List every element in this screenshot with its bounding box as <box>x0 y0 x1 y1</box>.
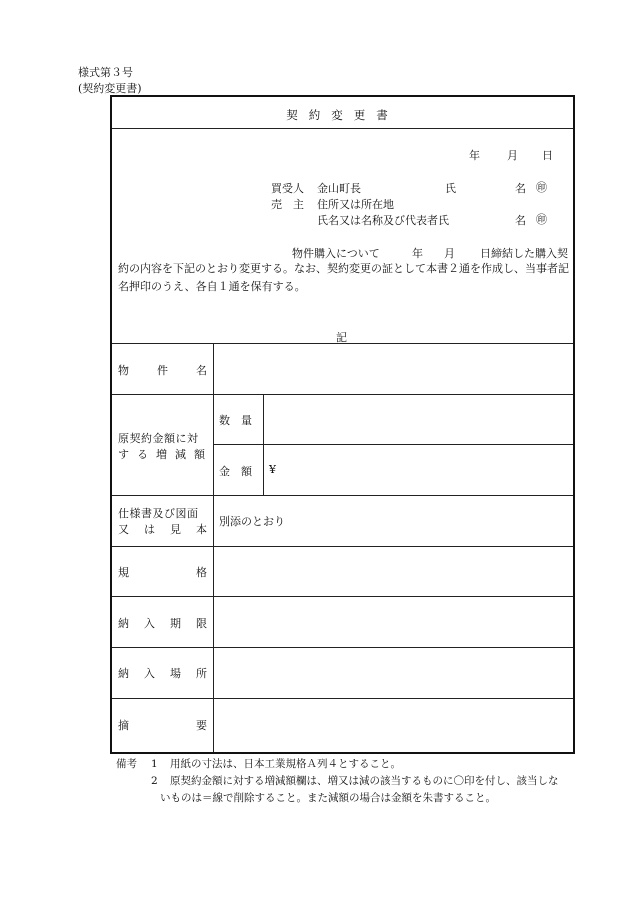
date-month-label: 月 <box>507 149 518 162</box>
note-1-text: 用紙の寸法は、日本工業規格Ａ列４とすること。 <box>170 758 401 770</box>
label-column-divider <box>213 343 214 752</box>
row-divider <box>112 546 573 547</box>
seller-name-suffix: 名 <box>515 214 526 227</box>
delivery-deadline-label: 納 入 期 限 <box>118 617 207 630</box>
amount-change-label-1: 原契約金額に対 <box>118 432 199 445</box>
seller-role: 売 主 <box>271 198 304 211</box>
money-label: 金 額 <box>219 465 252 478</box>
remarks-label: 摘 要 <box>118 719 207 732</box>
ki-label: 記 <box>336 331 347 344</box>
quantity-label: 数 量 <box>219 414 252 427</box>
row-divider <box>112 698 573 699</box>
buyer-seal-icon: ㊞ <box>536 181 547 194</box>
intro-suffix: 日締結した購入契 <box>480 247 568 260</box>
row-divider <box>112 596 573 597</box>
intro-prefix: 物件購入について <box>292 247 380 260</box>
sub-label-column-divider <box>263 394 264 495</box>
notes-label: 備考 <box>116 758 137 770</box>
row-divider <box>112 647 573 648</box>
contract-change-form <box>110 95 575 754</box>
note-2-text-2: いものは＝線で削除すること。また減額の場合は金額を朱書すること。 <box>160 792 496 804</box>
row-divider <box>112 394 573 395</box>
buyer-honorific: 氏 <box>445 182 456 195</box>
seller-address-label: 住所又は所在地 <box>317 198 394 211</box>
standard-label: 規 格 <box>118 566 207 579</box>
form-title: 契約変更書 <box>286 108 399 122</box>
spec-label-1: 仕様書及び図面 <box>118 507 199 520</box>
date-year-label: 年 <box>469 149 480 162</box>
date-day-label: 日 <box>542 149 553 162</box>
intro-month: 月 <box>444 247 455 260</box>
seller-name-label: 氏名又は名称及び代表者氏 <box>317 214 449 227</box>
note-2-text-1: 原契約金額に対する増減額欄は、増又は減の該当するものに〇印を付し、該当しな <box>170 775 559 787</box>
intro-text: 約の内容を下記のとおり変更する。なお、契約変更の証として本書２通を作成し、当事者記名押印のうえ、各自１通を保有する。 <box>118 262 569 293</box>
row-divider <box>112 495 573 496</box>
row-divider <box>213 444 573 445</box>
delivery-place-label: 納 入 場 所 <box>118 667 207 680</box>
amount-change-label-2: する増減額 <box>118 448 213 461</box>
table-top-border <box>112 343 573 344</box>
note-1-number: 1 <box>151 758 158 770</box>
yen-sign: ¥ <box>269 463 276 476</box>
buyer-role: 買受人 <box>271 182 304 195</box>
spec-label-2: 又 は 見 本 <box>118 523 209 536</box>
seller-seal-icon: ㊞ <box>536 213 547 226</box>
form-number: 様式第３号 <box>78 66 133 79</box>
note-2-number: 2 <box>151 775 158 787</box>
buyer-name-label: 名 <box>515 182 526 195</box>
buyer-name: 金山町長 <box>317 182 361 195</box>
intro-year: 年 <box>412 247 423 260</box>
spec-value: 別添のとおり <box>219 515 285 528</box>
title-divider <box>112 128 573 129</box>
document-type: (契約変更書) <box>78 82 142 95</box>
item-name-label: 物 件 名 <box>118 364 207 377</box>
